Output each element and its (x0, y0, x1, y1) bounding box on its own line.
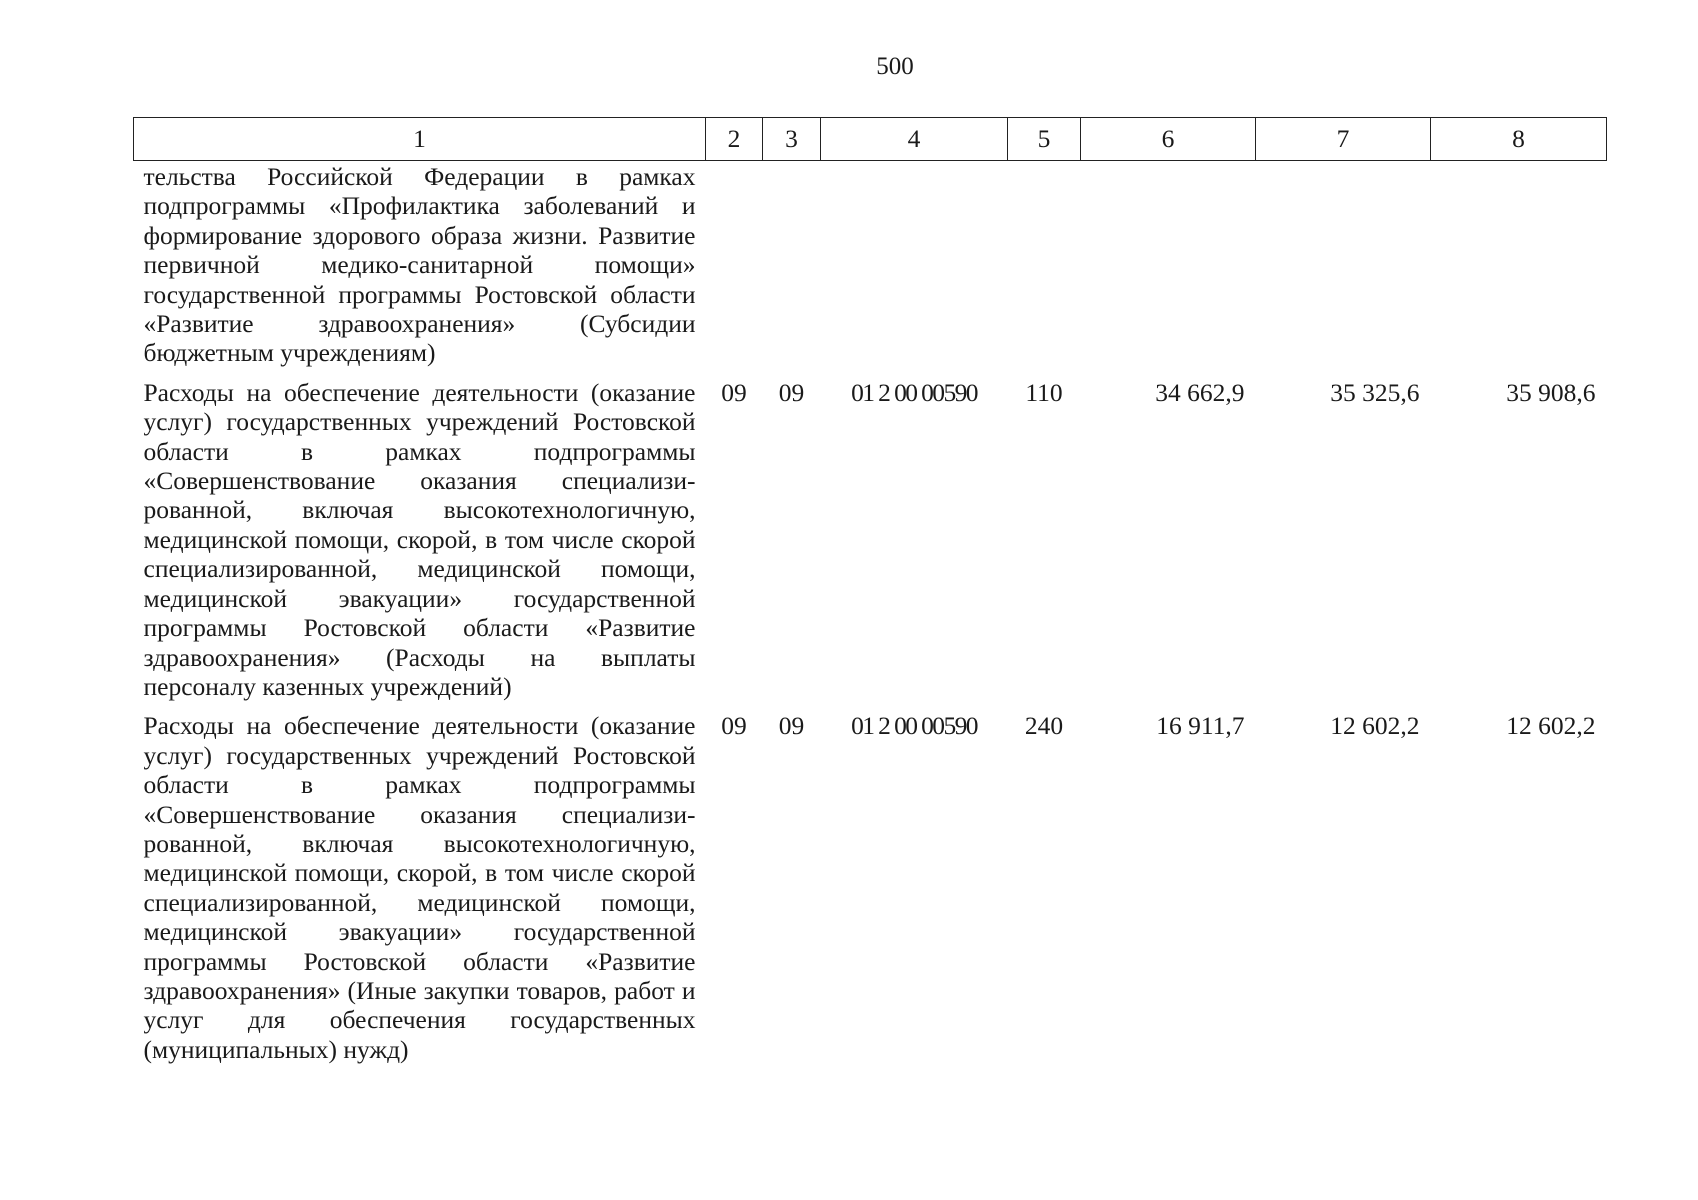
row-target-article-code (821, 161, 1008, 378)
row-expense-type-code: 240 (1024, 711, 1064, 741)
row-amount-2 (1256, 161, 1431, 378)
column-header-5: 5 (1008, 118, 1081, 161)
table-row (134, 378, 1607, 711)
table-header (134, 118, 1607, 161)
table-body (134, 161, 1607, 1075)
row-subsection-code (763, 161, 821, 378)
column-header-7: 7 (1256, 118, 1431, 161)
row-description: тельства Российской Федерации в рамках подпрограммы «Профилактика заболеваний и формирование здорового образа жизни. Развитие первичной медико-санитарной помощи» государственной программы Ростовской области «Развитие здравоохранения» (Субсидии бюджетным учреждениям) (143, 162, 696, 368)
row-amount-3 (1431, 161, 1607, 378)
row-amount-1: 34 662,9 (1155, 377, 1245, 407)
header-row (134, 118, 1607, 161)
column-header-4: 4 (821, 118, 1008, 161)
column-header-2: 2 (706, 118, 763, 161)
row-amount-2: 35 325,6 (1330, 377, 1420, 407)
column-header-1: 1 (134, 118, 706, 161)
row-description: Расходы на обеспечение деятельности (оказание услуг) государственных учреждений Ростовской области в рамках подпрограммы «Совершенствование оказания специализированной, включая высокотехнологичную, медицинской помощи, скорой, в том числе скорой специализированной, медицинской помощи, медицинской эвакуации» государственной программы Ростовской области «Развитие здравоохранения» (Иные закупки товаров, работ и услуг для обеспечения государственных (муниципальных) нужд) (143, 711, 696, 1064)
row-section-code: 09 (721, 711, 747, 741)
budget-table (133, 117, 1607, 1074)
row-description: Расходы на обеспечение деятельности (оказание услуг) государственных учреждений Ростовской области в рамках подпрограммы «Совершенствование оказания специализированной, включая высокотехнологичную, медицинской помощи, скорой, в том числе скорой специализированной, медицинской помощи, медицинской эвакуации» государственной программы Ростовской области «Развитие здравоохранения» (Расходы на выплаты персоналу казенных учреждений) (143, 377, 696, 701)
row-expense-type-code (1008, 161, 1081, 378)
row-expense-type-code: 110 (1025, 377, 1063, 407)
row-subsection-code: 09 (778, 711, 805, 741)
row-amount-3: 35 908,6 (1506, 377, 1596, 407)
row-subsection-code: 09 (778, 377, 805, 407)
row-section-code: 09 (721, 377, 747, 407)
row-amount-1 (1081, 161, 1256, 378)
column-header-3: 3 (763, 118, 821, 161)
row-amount-1: 16 911,7 (1156, 711, 1245, 741)
table-row (134, 711, 1607, 1074)
column-header-8: 8 (1431, 118, 1607, 161)
row-target-article-code: 01 2 00 00590 (851, 711, 977, 741)
row-amount-2: 12 602,2 (1330, 711, 1420, 741)
page-number: 500 (876, 53, 914, 80)
row-section-code (706, 161, 763, 378)
table-row (134, 161, 1607, 378)
row-target-article-code: 01 2 00 00590 (851, 377, 977, 407)
column-header-6: 6 (1081, 118, 1256, 161)
row-amount-3: 12 602,2 (1506, 711, 1596, 741)
